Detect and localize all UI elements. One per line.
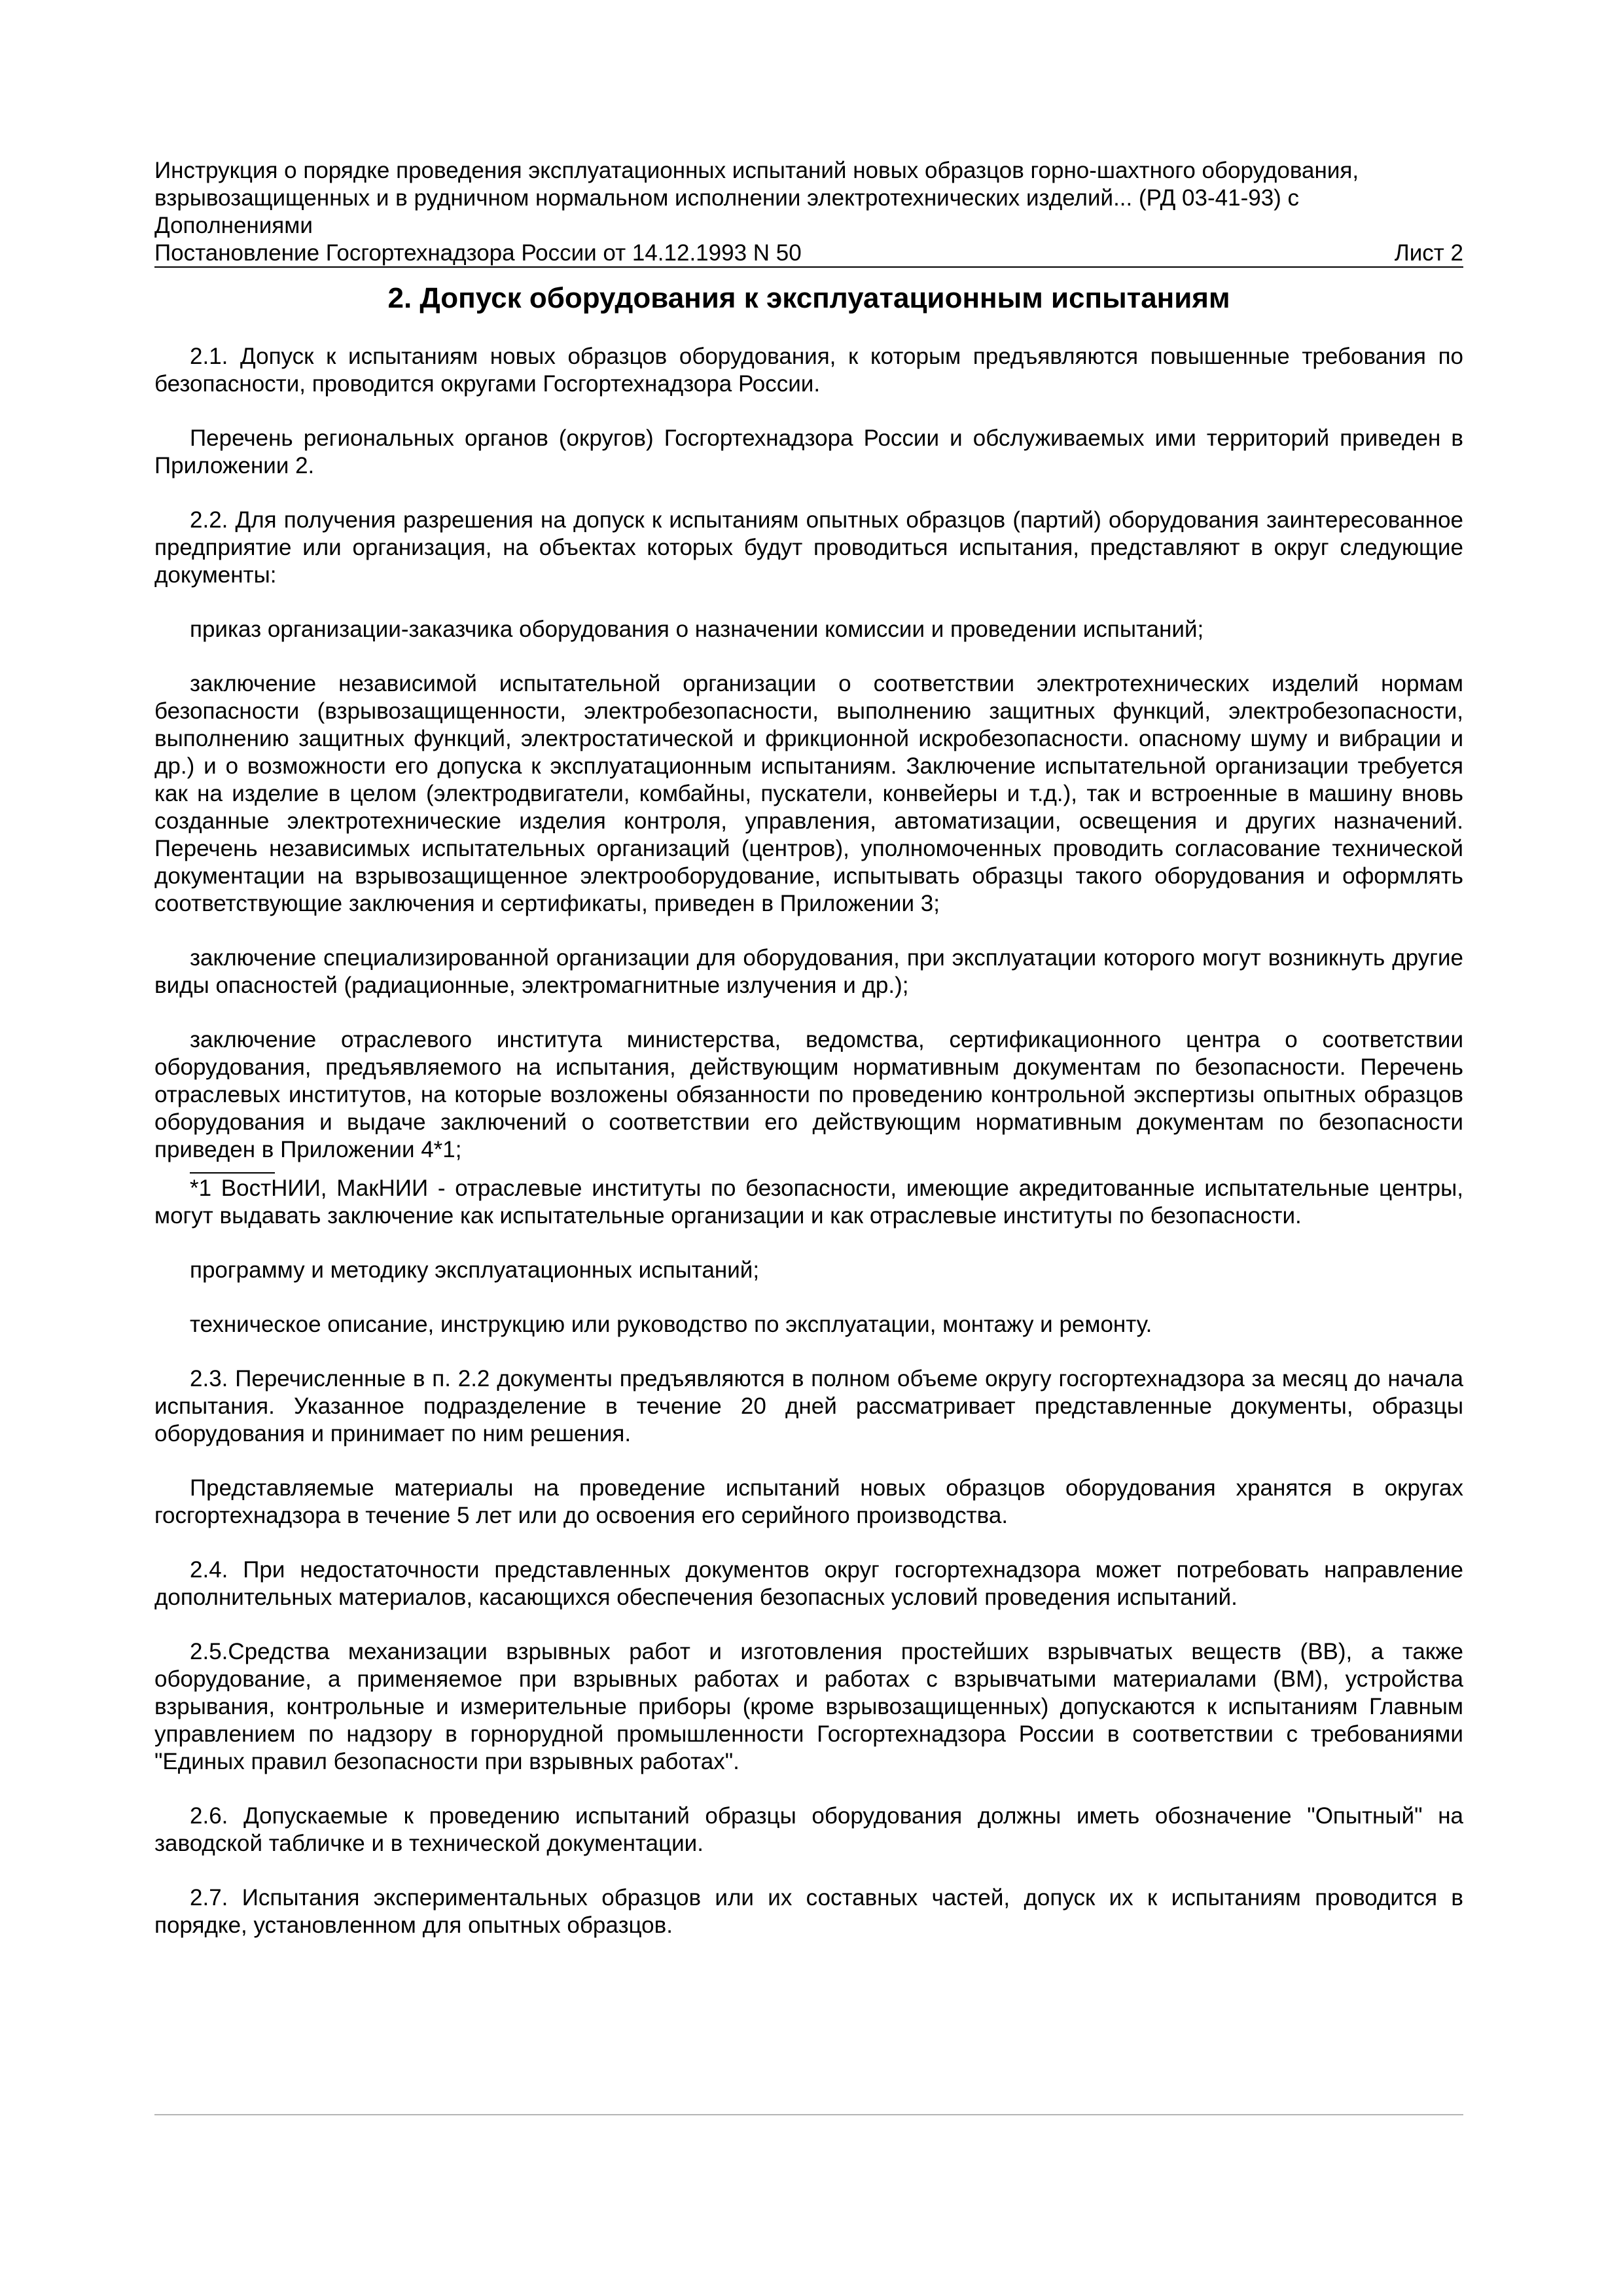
- paragraph: 2.4. При недостаточности представленных документов округ госгортехнадзора может потребовать направление дополнительных материалов, касающихся обеспечения безопасных условий проведения испытаний.: [154, 1557, 1463, 1610]
- document-header: [154, 157, 1463, 267]
- header-title-line-3: Дополнениями: [154, 213, 313, 238]
- paragraph: 2.5.Средства механизации взрывных работ и изготовления простейших взрывчатых веществ (ВВ), а также оборудование, а применяемое при взрывных работах и работах с взрывчатыми материалами (ВМ), устройства взрывания, контрольные и измерительные приборы (кроме взрывозащищенных) допускаются к испытаниям Главным управлением по надзору в горнорудной промышленности Госгортехнадзора России в соответствии с требованиями "Единых правил безопасности при взрывных работах".: [154, 1639, 1463, 1774]
- paragraph: заключение отраслевого института министерства, ведомства, сертификационного центра о соответствии оборудования, предъявляемого на испытания, действующим нормативным документам по безопасности. Перечень отраслевых институтов, на которые возложены обязанности по проведению контрольной экспертизы опытных образцов оборудования и выдаче заключений о соответствии его действующим нормативным документам по безопасности приведен в Приложении 4*1;: [154, 1027, 1463, 1162]
- footnote-separator: [190, 1172, 275, 1174]
- section-title: 2. Допуск оборудования к эксплуатационным испытаниям: [387, 282, 1230, 314]
- sheet-number: Лист 2: [1394, 240, 1463, 266]
- document-body: [154, 343, 1463, 1966]
- paragraph: 2.3. Перечисленные в п. 2.2 документы предъявляются в полном объеме округу госгортехнадзора за месяц до начала испытания. Указанное подразделение в течение 20 дней рассматривает представленные документы, образцы оборудования и принимает по ним решения.: [154, 1366, 1463, 1446]
- footnote: *1 ВостНИИ, МакНИИ - отраслевые институты по безопасности, имеющие акредитованные испытательные центры, могут выдавать заключение как испытательные организации и как отраслевые институты по безопасности.: [154, 1175, 1463, 1229]
- paragraph: 2.7. Испытания экспериментальных образцов или их составных частей, допуск их к испытаниям проводится в порядке, установленном для опытных образцов.: [154, 1885, 1463, 1938]
- header-decree-row: [154, 240, 1463, 267]
- paragraph: программу и методику эксплуатационных испытаний;: [190, 1257, 760, 1283]
- header-decree: Постановление Госгортехнадзора России от 14.12.1993 N 50: [154, 240, 802, 266]
- paragraph: Представляемые материалы на проведение испытаний новых образцов оборудования хранятся в округах госгортехнадзора в течение 5 лет или до освоения его серийного производства.: [154, 1475, 1463, 1528]
- paragraph: техническое описание, инструкцию или руководство по эксплуатации, монтажу и ремонту.: [190, 1312, 1152, 1337]
- header-title-line-2: взрывозащищенных и в рудничном нормальном исполнении электротехнических изделий... (РД 03-41-93) с: [154, 185, 1300, 211]
- paragraph: 2.1. Допуск к испытаниям новых образцов оборудования, к которым предъявляются повышенные требования по безопасности, проводится округами Госгортехнадзора России.: [154, 344, 1463, 397]
- paragraph: 2.6. Допускаемые к проведению испытаний образцы оборудования должны иметь обозначение "Опытный" на заводской табличке и в технической документации.: [154, 1803, 1463, 1856]
- footer-divider: [154, 2114, 1463, 2115]
- paragraph: заключение независимой испытательной организации о соответствии электротехнических изделий нормам безопасности (взрывозащищенности, электробезопасности, выполнению защитных функций, электробезопасности, выполнению защитных функций, электростатической и фрикционной искробезопасности. опасному шуму и вибрации и др.) и о возможности его допуска к эксплуатационным испытаниям. Заключение испытательной организации требуется как на изделие в целом (электродвигатели, комбайны, пускатели, конвейеры и т.д.), так и встроенные в машину вновь созданные электротехнические изделия контроля, управления, автоматизации, освещения и других назначений. Перечень независимых испытательных организаций (центров), уполномоченных проводить согласование технической документации на взрывозащищенное электрооборудование, испытывать образцы такого оборудования и оформлять соответствующие заключения и сертификаты, приведен в Приложении 3;: [154, 671, 1463, 916]
- paragraph: Перечень региональных органов (округов) Госгортехнадзора России и обслуживаемых ими территорий приведен в Приложении 2.: [154, 425, 1463, 478]
- paragraph: приказ организации-заказчика оборудования о назначении комиссии и проведении испытаний;: [190, 617, 1204, 642]
- paragraph: заключение специализированной организации для оборудования, при эксплуатации которого могут возникнуть другие виды опасностей (радиационные, электромагнитные излучения и др.);: [154, 945, 1463, 998]
- header-divider: [154, 266, 1463, 268]
- paragraph: 2.2. Для получения разрешения на допуск к испытаниям опытных образцов (партий) оборудования заинтересованное предприятие или организация, на объектах которых будут проводиться испытания, представляют в округ следующие документы:: [154, 507, 1463, 588]
- header-title-line-1: Инструкция о порядке проведения эксплуатационных испытаний новых образцов горно-шахтного оборудования,: [154, 158, 1359, 183]
